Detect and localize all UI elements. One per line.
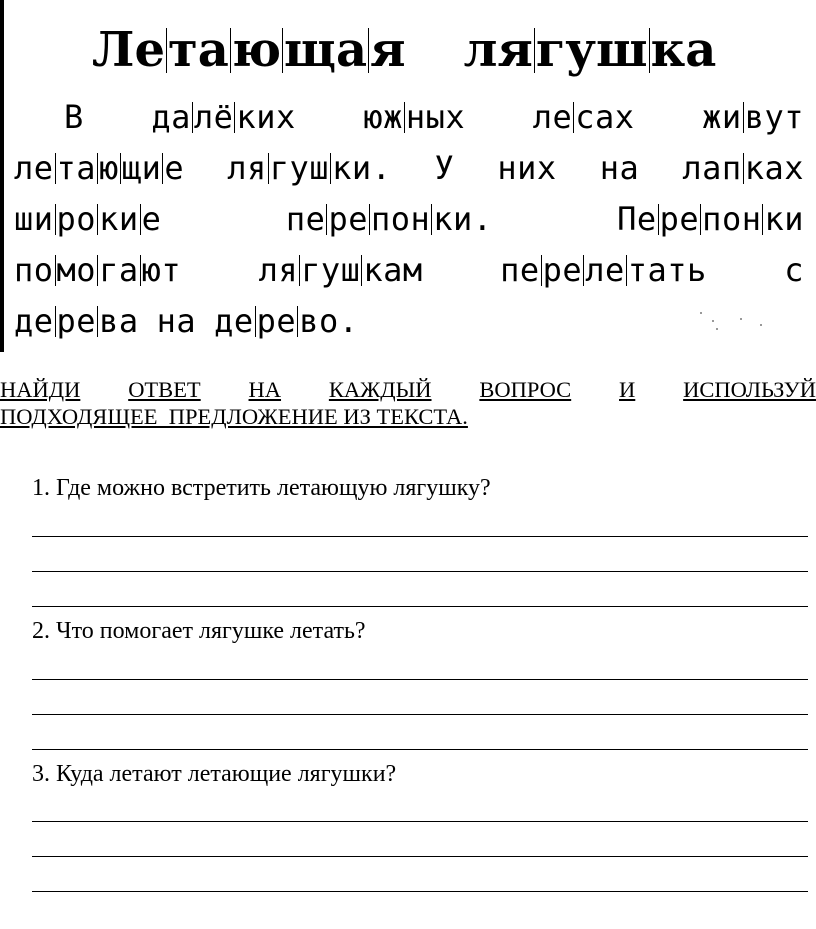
story-syllable: ре (256, 302, 297, 340)
scan-speck (712, 320, 714, 322)
answer-line[interactable] (32, 749, 808, 750)
story-syllable: Пе (617, 200, 657, 238)
story-syllable: лё (193, 98, 234, 136)
story-line (14, 92, 804, 143)
story-word (151, 92, 295, 143)
syllable-divider (297, 306, 298, 336)
story-word (14, 194, 161, 245)
instruction-word: КАЖДЫЙ (328, 377, 432, 402)
syllable-divider (230, 28, 231, 74)
story-syllable: мо (56, 251, 97, 289)
story-word (702, 92, 804, 143)
syllable-divider (299, 255, 300, 285)
story-syllable: ле (14, 149, 54, 187)
story-word (784, 245, 804, 296)
story-syllable: во. (299, 302, 359, 340)
story-word (14, 296, 139, 347)
title-syllable: ка (650, 22, 717, 78)
left-margin-rule (0, 0, 4, 352)
story-word (500, 245, 707, 296)
story-word (617, 194, 804, 245)
syllable-divider (369, 204, 370, 234)
story-syllable: ре (542, 251, 583, 289)
story-syllable: ки (99, 200, 139, 238)
story-word (286, 194, 493, 245)
question-3: 3. Куда летают летающие лягушки? (32, 761, 397, 787)
title-word-1 (92, 10, 406, 90)
scan-speck (716, 328, 718, 330)
scan-speck (740, 318, 742, 320)
answer-line[interactable] (32, 606, 808, 607)
syllable-divider (55, 255, 56, 285)
story-syllable: гуш (269, 149, 330, 187)
syllable-divider (583, 255, 584, 285)
syllable-divider (268, 153, 269, 183)
syllable-divider (234, 102, 235, 132)
syllable-divider (140, 255, 141, 285)
story-word (363, 92, 465, 143)
syllable-divider (97, 204, 98, 234)
story-syllable: на (156, 302, 197, 340)
story-word (682, 143, 804, 194)
story-syllable: ле (532, 98, 573, 136)
story-word (157, 296, 197, 347)
instruction-word: НАЙДИ (0, 377, 81, 402)
story-syllable: ва (99, 302, 139, 340)
syllable-divider (743, 102, 744, 132)
story-syllable: ких (236, 98, 296, 136)
story-word (497, 143, 556, 194)
story-syllable: де (14, 302, 54, 340)
story-word (259, 245, 423, 296)
story-syllable: е (164, 149, 185, 187)
scan-speck (700, 312, 702, 314)
story-word (14, 143, 184, 194)
instruction-word: ОТВЕТ (128, 377, 201, 402)
story-word (600, 143, 640, 194)
answer-line[interactable] (32, 714, 808, 715)
story-syllable: ля (258, 251, 299, 289)
syllable-divider (55, 306, 56, 336)
story-syllable: В (64, 98, 84, 136)
worksheet-title (92, 10, 772, 90)
story-syllable: ют (141, 251, 182, 289)
answer-line[interactable] (32, 571, 808, 572)
syllable-divider (361, 255, 362, 285)
story-syllable: кам (363, 251, 423, 289)
story-syllable: ля (227, 149, 267, 187)
story-line (14, 296, 804, 347)
story-syllable: пон (370, 200, 431, 238)
title-syllable: я (370, 22, 406, 78)
title-syllable: та (167, 22, 229, 78)
syllable-divider (649, 28, 650, 74)
instruction-word: ИСПОЛЬЗУЙ (683, 377, 816, 402)
story-syllable: ши (14, 200, 54, 238)
story-syllable: вут (744, 98, 804, 136)
story-syllable: ки. (433, 200, 493, 238)
answer-line[interactable] (32, 856, 808, 857)
story-syllable: ки (764, 200, 804, 238)
syllable-divider (762, 204, 763, 234)
story-word (434, 143, 454, 194)
story-syllable: юж (363, 98, 403, 136)
question-2: 2. Что помогает лягушке летать? (32, 618, 366, 644)
story-syllable: лап (682, 149, 742, 187)
story-syllable: пон (702, 200, 762, 238)
syllable-divider (404, 102, 405, 132)
story-syllable: гуш (301, 251, 361, 289)
syllable-divider (97, 306, 98, 336)
story-word (227, 143, 391, 194)
syllable-divider (700, 204, 701, 234)
syllable-divider (573, 102, 574, 132)
story-word (64, 92, 84, 143)
story-syllable: та (56, 149, 97, 187)
story-syllable: да (151, 98, 191, 136)
syllable-divider (658, 204, 659, 234)
story-syllable: пе (285, 200, 326, 238)
syllable-divider (626, 255, 627, 285)
story-syllable: ле (585, 251, 625, 289)
syllable-divider (534, 28, 535, 74)
answer-line[interactable] (32, 679, 808, 680)
story-syllable: ре (328, 200, 368, 238)
question-1: 1. Где можно встретить летающую лягушку? (32, 475, 491, 501)
title-word-2 (464, 10, 717, 90)
instruction (0, 376, 816, 430)
syllable-divider (431, 204, 432, 234)
story-syllable: по (14, 251, 54, 289)
story-word (533, 92, 635, 143)
story-syllable: е (141, 200, 162, 238)
syllable-divider (282, 28, 283, 74)
syllable-divider (368, 28, 369, 74)
story-word (14, 245, 181, 296)
story-syllable: ю (99, 149, 119, 187)
story-syllable: тать (627, 251, 707, 289)
title-syllable: гуш (535, 22, 648, 78)
story-line (14, 143, 804, 194)
title-syllable: ща (284, 22, 368, 78)
story-syllable: ках (744, 149, 804, 187)
story-line (14, 245, 804, 296)
story-syllable: ре (56, 302, 97, 340)
instruction-line-1 (0, 376, 816, 403)
answer-line[interactable] (32, 536, 808, 537)
syllable-divider (55, 153, 56, 183)
story-syllable: ре (659, 200, 700, 238)
story-syllable: ных (405, 98, 466, 136)
story-syllable: сах (575, 98, 635, 136)
instruction-word: НА (248, 377, 282, 402)
title-syllable: Ле (92, 22, 165, 78)
story-syllable: га (99, 251, 139, 289)
syllable-divider (192, 102, 193, 132)
story-syllable: на (599, 149, 640, 187)
title-syllable: ю (231, 22, 282, 78)
syllable-divider (55, 204, 56, 234)
syllable-divider (120, 153, 121, 183)
syllable-divider (330, 153, 331, 183)
answer-line[interactable] (32, 891, 808, 892)
instruction-word: ВОПРОС (479, 377, 572, 402)
scan-speck (760, 324, 762, 326)
story-syllable: ки. (332, 149, 392, 187)
title-syllable: ля (463, 22, 533, 78)
story-syllable: де (214, 302, 254, 340)
instruction-line-2: ПОДХОДЯЩЕЕ ПРЕДЛОЖЕНИЕ ИЗ ТЕКСТА. (0, 404, 468, 429)
story-syllable: жи (702, 98, 742, 136)
story-syllable: ро (56, 200, 97, 238)
syllable-divider (743, 153, 744, 183)
syllable-divider (97, 255, 98, 285)
story-syllable: У (434, 149, 455, 187)
syllable-divider (162, 153, 163, 183)
syllable-divider (326, 204, 327, 234)
story-syllable: них (497, 149, 557, 187)
syllable-divider (140, 204, 141, 234)
answer-line[interactable] (32, 821, 808, 822)
syllable-divider (166, 28, 167, 74)
story-line (14, 194, 804, 245)
syllable-divider (541, 255, 542, 285)
story-syllable: щи (121, 149, 162, 187)
story-syllable: пе (500, 251, 540, 289)
story-syllable: с (784, 251, 804, 289)
instruction-word: И (619, 377, 636, 402)
story-text (14, 92, 804, 347)
story-word (214, 296, 358, 347)
syllable-divider (255, 306, 256, 336)
syllable-divider (97, 153, 98, 183)
